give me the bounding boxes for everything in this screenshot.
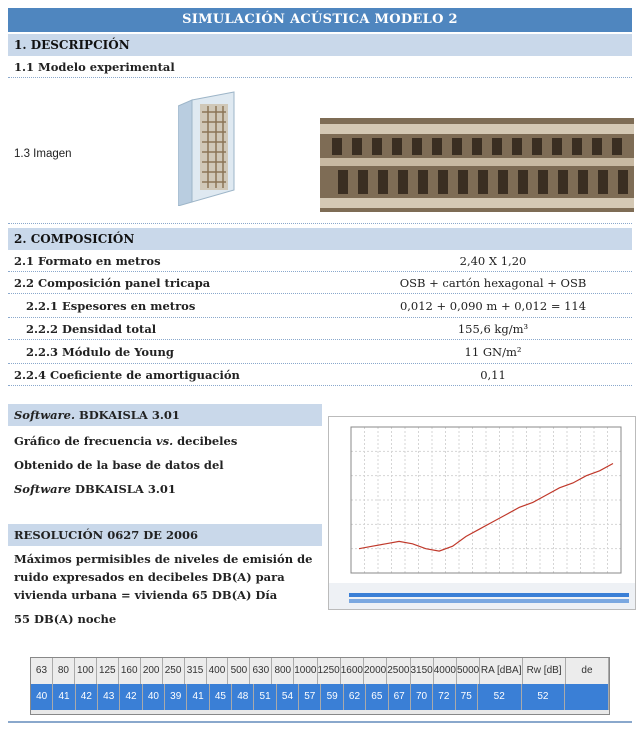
row-value: 0,012 + 0,090 m + 0,012 = 114 xyxy=(399,299,587,313)
row-value: 2,40 X 1,20 xyxy=(459,254,527,268)
table-header-cell: 250 xyxy=(163,658,185,684)
table-value-cell: 51 xyxy=(254,684,276,710)
resolucion-text: Máximos permisibles de niveles de emisión de ruido expresados en decibeles DB(A) para vivienda urbana = vivienda 65 DB(A) Día xyxy=(14,552,313,602)
row-value: 11 GN/m² xyxy=(464,345,522,359)
page-title: SIMULACIÓN ACÚSTICA MODELO 2 xyxy=(8,8,632,32)
footer-line xyxy=(8,721,632,723)
row-label: 2.2.2 Densidad total xyxy=(26,322,157,336)
software-line2: Gráfico de frecuencia vs. decibeles xyxy=(14,434,238,448)
row-label: 2.2.3 Módulo de Young xyxy=(26,345,174,359)
table-value-cell: 65 xyxy=(366,684,388,710)
table-header-cell: 100 xyxy=(75,658,97,684)
table-header-cell: 63 xyxy=(31,658,53,684)
table-header-cell: 1000 xyxy=(294,658,317,684)
table-value-cell: 72 xyxy=(433,684,455,710)
table-value-cell: 40 xyxy=(31,684,53,710)
panel-3d-image xyxy=(178,90,248,206)
table-value-row xyxy=(31,684,609,710)
table-value-cell: 70 xyxy=(411,684,433,710)
section-heading-composicion: 2. COMPOSICIÓN xyxy=(8,228,632,250)
table-header-cell: 315 xyxy=(185,658,207,684)
table-value-cell: 75 xyxy=(456,684,478,710)
row-label: 2.2.1 Espesores en metros xyxy=(26,299,196,313)
table-value-cell: 42 xyxy=(76,684,98,710)
section-heading-descripcion: 1. DESCRIPCIÓN xyxy=(8,34,632,56)
resolucion-night: 55 DB(A) noche xyxy=(14,612,117,626)
table-header-cell: 3150 xyxy=(411,658,434,684)
table-value-cell: 48 xyxy=(232,684,254,710)
table-header-cell: 630 xyxy=(250,658,272,684)
composition-row xyxy=(8,340,632,364)
table-value-cell: 52 xyxy=(478,684,522,710)
software-heading: Software. BDKAISLA 3.01 xyxy=(14,408,180,422)
table-value-cell: 59 xyxy=(321,684,343,710)
row-label: 2.2 Composición panel tricapa xyxy=(14,276,211,290)
table-header-cell: 80 xyxy=(53,658,75,684)
row-label: 2.1 Formato en metros xyxy=(14,254,161,268)
table-value-cell xyxy=(565,684,609,710)
panel-cross-section-photo xyxy=(320,118,634,212)
transmission-loss-table xyxy=(30,657,610,715)
software-line4: Software DBKAISLA 3.01 xyxy=(14,482,176,496)
resolucion-heading-bar xyxy=(8,524,322,546)
resolucion-heading: RESOLUCIÓN 0627 DE 2006 xyxy=(14,528,198,542)
table-value-cell: 40 xyxy=(143,684,165,710)
table-header-cell: de xyxy=(566,658,609,684)
table-value-cell: 39 xyxy=(165,684,187,710)
table-value-cell: 67 xyxy=(389,684,411,710)
table-header-cell: 1250 xyxy=(318,658,341,684)
composition-row xyxy=(8,250,632,272)
row-value: 155,6 kg/m³ xyxy=(457,322,529,336)
row-value: 0,11 xyxy=(480,368,506,382)
table-value-cell: 41 xyxy=(187,684,209,710)
table-value-cell: 52 xyxy=(522,684,566,710)
table-header-cell: 5000 xyxy=(457,658,480,684)
table-header-row xyxy=(31,658,609,684)
composition-row xyxy=(8,364,632,386)
composition-row xyxy=(8,294,632,318)
row-label: 2.2.4 Coeficiente de amortiguación xyxy=(14,368,240,382)
table-header-cell: 1600 xyxy=(341,658,364,684)
image-label: 1.3 Imagen xyxy=(14,148,72,160)
table-header-cell: Rw [dB] xyxy=(523,658,566,684)
table-header-cell: 500 xyxy=(228,658,250,684)
table-value-cell: 54 xyxy=(277,684,299,710)
model-row xyxy=(8,56,632,78)
table-header-cell: 160 xyxy=(119,658,141,684)
table-header-cell: 2500 xyxy=(387,658,410,684)
software-line3: Obtenido de la base de datos del xyxy=(14,458,224,472)
frequency-chart xyxy=(328,416,636,610)
table-header-cell: 200 xyxy=(141,658,163,684)
table-header-cell: 800 xyxy=(272,658,294,684)
row-value: OSB + cartón hexagonal + OSB xyxy=(399,276,587,290)
table-value-cell: 57 xyxy=(299,684,321,710)
table-value-cell: 45 xyxy=(210,684,232,710)
model-label: 1.1 Modelo experimental xyxy=(14,60,175,74)
table-header-cell: 2000 xyxy=(364,658,387,684)
composition-row xyxy=(8,318,632,340)
table-header-cell: 400 xyxy=(207,658,229,684)
table-value-cell: 42 xyxy=(120,684,142,710)
chart-svg xyxy=(329,417,635,609)
table-header-cell: RA [dBA] xyxy=(480,658,523,684)
table-value-cell: 62 xyxy=(344,684,366,710)
software-heading-bar xyxy=(8,404,322,426)
table-value-cell: 43 xyxy=(98,684,120,710)
table-header-cell: 4000 xyxy=(434,658,457,684)
composition-row xyxy=(8,272,632,294)
table-value-cell: 41 xyxy=(53,684,75,710)
table-header-cell: 125 xyxy=(97,658,119,684)
